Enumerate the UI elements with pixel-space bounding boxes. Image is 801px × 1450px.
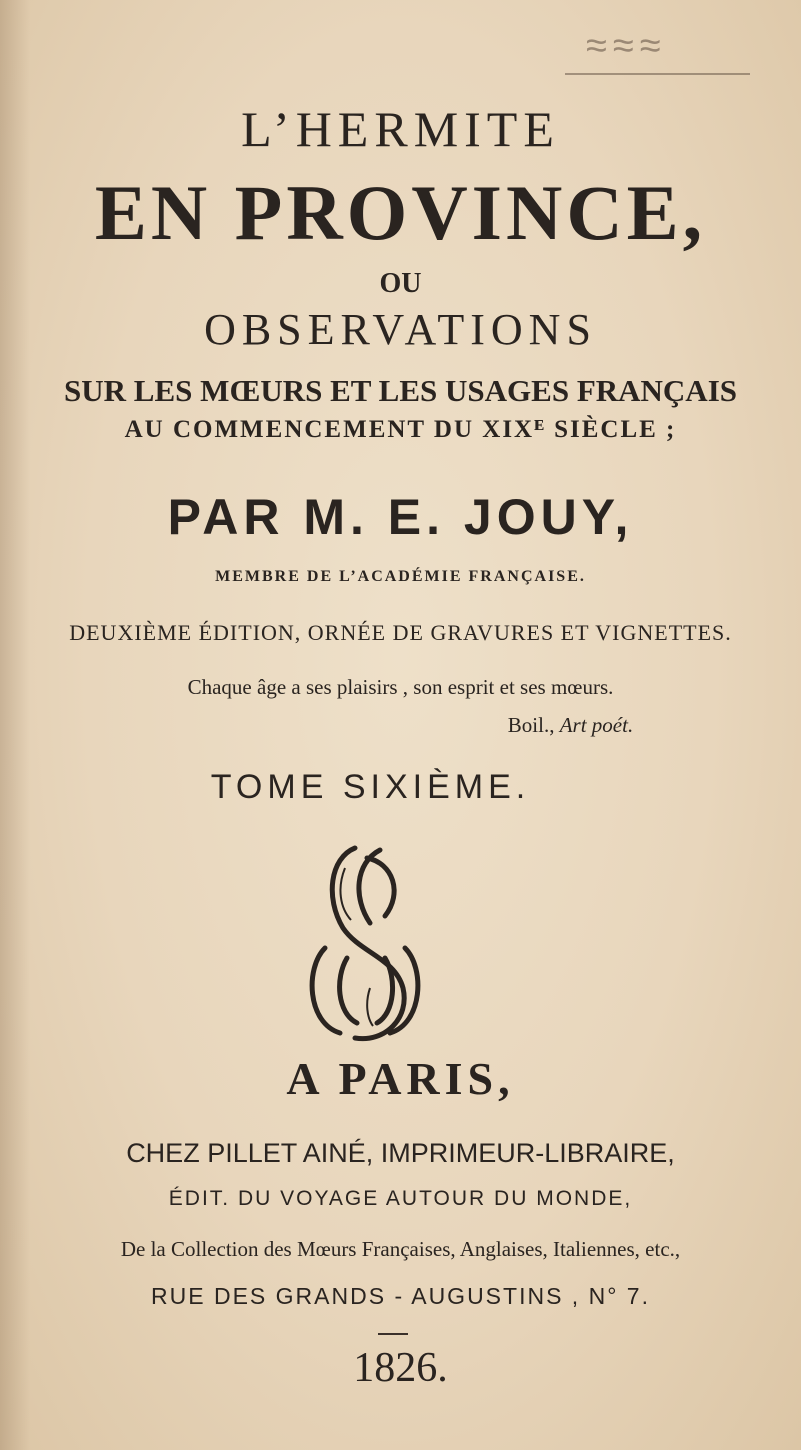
title-line-province: EN PROVINCE, xyxy=(94,169,707,256)
author-membership: MEMBRE DE L’ACADÉMIE FRANÇAISE. xyxy=(215,568,586,585)
imprint-year: 1826. xyxy=(353,1345,448,1391)
imprint-publisher-note: ÉDIT. DU VOYAGE AUTOUR DU MONDE, xyxy=(168,1187,633,1210)
imprint-publisher: CHEZ PILLET AINÉ, IMPRIMEUR-LIBRAIRE, xyxy=(126,1138,675,1168)
subtitle-line-siecle: AU COMMENCEMENT DU XIXᴱ SIÈCLE ; xyxy=(124,416,677,443)
epigraph-source xyxy=(170,713,801,738)
bleed-through-rule xyxy=(565,73,750,75)
imprint-city: A PARIS, xyxy=(286,1053,515,1104)
edition-statement: DEUXIÈME ÉDITION, ORNÉE DE GRAVURES ET VIGNETTES. xyxy=(69,620,732,645)
imprint-rule xyxy=(378,1333,408,1335)
subtitle-line-moeurs: SUR LES MŒURS ET LES USAGES FRANÇAIS xyxy=(64,373,737,408)
epigraph-source-name: Boil., xyxy=(507,713,555,737)
publisher-monogram-ornament xyxy=(285,838,445,1048)
volume-label: TOME SIXIÈME. xyxy=(210,768,531,806)
epigraph-quote: Chaque âge a ses plaisirs , son esprit et ses mœurs. xyxy=(187,675,614,699)
author-byline: PAR M. E. JOUY, xyxy=(167,489,634,545)
bleed-through-glyphs: ≈≈≈ xyxy=(580,24,661,66)
epigraph-source-work: Art poét. xyxy=(559,713,634,737)
title-line-hermite: L’HERMITE xyxy=(241,101,560,157)
imprint-address: RUE DES GRANDS - AUGUSTINS , N° 7. xyxy=(151,1283,650,1309)
title-line-observations: OBSERVATIONS xyxy=(204,305,597,354)
imprint-collection: De la Collection des Mœurs Françaises, Anglaises, Italiennes, etc., xyxy=(120,1237,681,1261)
bleed-through-marks xyxy=(560,18,760,88)
title-line-ou: OU xyxy=(379,268,422,299)
